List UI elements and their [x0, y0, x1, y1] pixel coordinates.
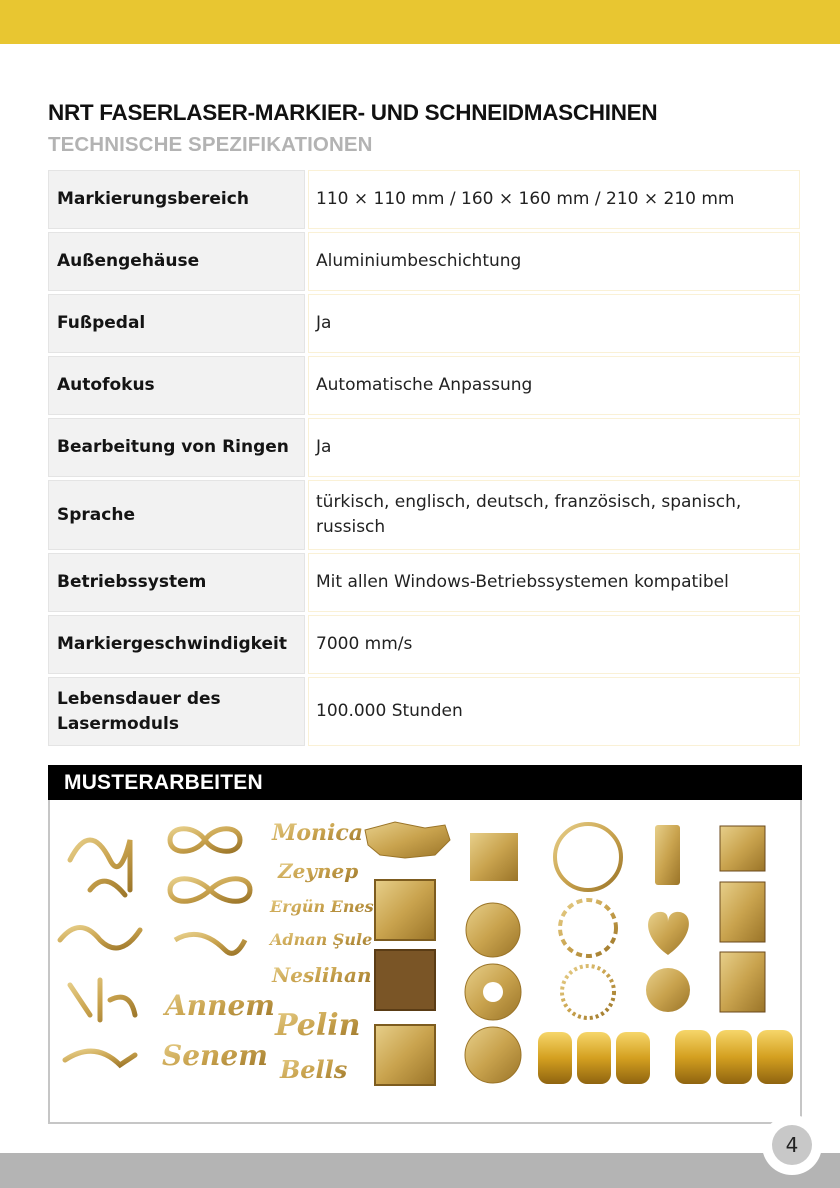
sample-name: Bells: [280, 1055, 348, 1084]
spec-value: 7000 mm/s: [308, 615, 800, 674]
spec-row: [48, 553, 800, 612]
spec-value: Ja: [308, 294, 800, 353]
samples-image: [50, 800, 800, 1122]
spec-value: Aluminiumbeschichtung: [308, 232, 800, 291]
ring-medallion-hole: [483, 982, 503, 1002]
lace-medallion: [562, 966, 614, 1018]
map-plate: [365, 822, 450, 858]
spec-row: [48, 170, 800, 229]
club-plaque: [375, 1025, 435, 1085]
sample-name: Annem: [165, 989, 275, 1022]
spec-label: Außengehäuse: [48, 232, 305, 291]
sample-name: Monica: [272, 820, 364, 846]
portrait-plate: [720, 952, 765, 1012]
spec-label: Markierungsbereich: [48, 170, 305, 229]
floral-medallion: [465, 1027, 521, 1083]
page-title: NRT FASERLASER-MARKIER- UND SCHNEIDMASCHINEN: [48, 100, 658, 125]
spec-label: Autofokus: [48, 356, 305, 415]
spec-value: türkisch, englisch, deutsch, französisch, spanisch, russisch: [308, 480, 800, 550]
portrait-plate: [720, 826, 765, 871]
sample-name: Ergün Enes: [270, 897, 374, 916]
eagle-plaque: [375, 880, 435, 940]
spec-label: Bearbeitung von Ringen: [48, 418, 305, 477]
filigree-medallion: [555, 824, 621, 890]
spec-label: Markiergeschwindigkeit: [48, 615, 305, 674]
spec-value: Ja: [308, 418, 800, 477]
sample-name: Senem: [162, 1039, 268, 1072]
portrait-plate: [720, 882, 765, 942]
infinity-pendant: [170, 829, 250, 954]
footer-bar: [0, 1153, 840, 1188]
spec-row: [48, 418, 800, 477]
samples-gallery: [48, 800, 802, 1124]
sample-name: Neslihan: [272, 963, 372, 987]
spec-row: [48, 356, 800, 415]
samples-header: MUSTERARBEITEN: [48, 765, 802, 800]
sample-name: Pelin: [275, 1008, 361, 1043]
spec-value: Mit allen Windows-Betriebssystemen kompatibel: [308, 553, 800, 612]
page-subtitle: TECHNISCHE SPEZIFIKATIONEN: [48, 133, 373, 156]
eagle-plate: [470, 833, 518, 881]
lotus-medallion: [560, 900, 616, 956]
spec-value: 100.000 Stunden: [308, 677, 800, 746]
spec-table: [48, 170, 800, 749]
spec-label: Betriebssystem: [48, 553, 305, 612]
sample-name: Zeynep: [278, 859, 359, 883]
page-number: 4: [772, 1125, 812, 1165]
top-accent-bar: [0, 0, 840, 44]
spec-value: Automatische Anpassung: [308, 356, 800, 415]
spec-row: [48, 232, 800, 291]
spec-row: [48, 677, 800, 746]
spec-label: Fußpedal: [48, 294, 305, 353]
flower-medallion: [466, 903, 520, 957]
spec-row: [48, 480, 800, 550]
heart-pendant: [648, 912, 689, 955]
spec-row: [48, 615, 800, 674]
portrait-coin: [646, 968, 690, 1012]
spec-row: [48, 294, 800, 353]
calligraphy-pendant: [60, 840, 140, 1065]
sample-name: Adnan Şule: [270, 930, 373, 949]
spec-value: 110 × 110 mm / 160 × 160 mm / 210 × 210 mm: [308, 170, 800, 229]
razor-blade: [655, 825, 680, 885]
spec-label: Sprache: [48, 480, 305, 550]
gold-rings: [538, 1030, 793, 1084]
emblem-plaque: [375, 950, 435, 1010]
spec-label: Lebensdauer des Lasermoduls: [48, 677, 305, 746]
